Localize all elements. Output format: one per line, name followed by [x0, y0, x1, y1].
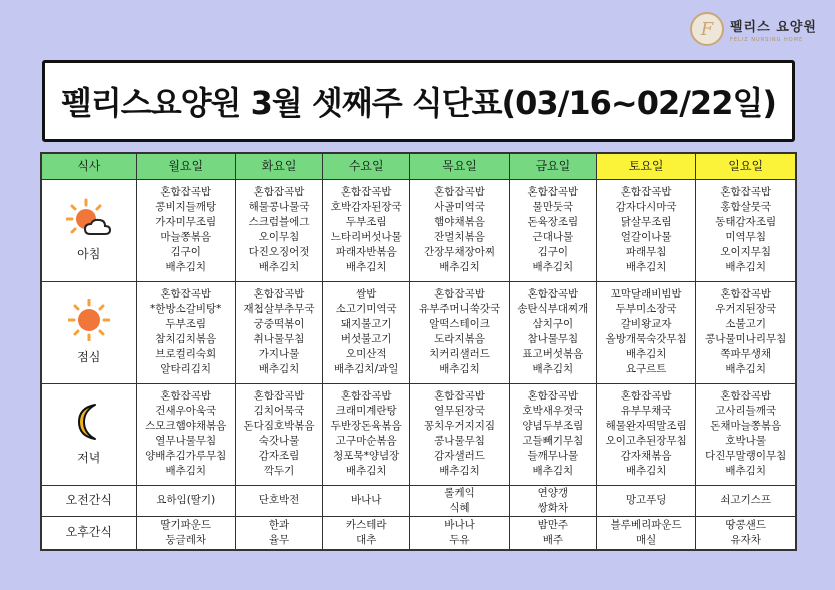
menu-item: 참나물무침: [527, 333, 579, 345]
menu-item: 김치어묵국: [253, 405, 305, 417]
menu-item: 다진오징어젓: [248, 246, 310, 258]
menu-item: 배추김치: [532, 363, 574, 375]
menu-item: 혼합잡곡밥: [720, 390, 772, 402]
menu-item: 오이고추된장무침: [605, 435, 687, 447]
menu-cell: [323, 485, 410, 516]
menu-item: 가지나물: [258, 348, 300, 360]
snack-label: 오후간식: [65, 524, 112, 539]
menu-item: 소불고기: [725, 318, 766, 330]
menu-item: 롤케익: [444, 486, 475, 499]
menu-item: 알타리김치: [160, 363, 212, 375]
menu-item: 유자차: [730, 533, 761, 546]
menu-item: 들깨무나물: [527, 450, 579, 462]
menu-item: 물만둣국: [532, 201, 574, 213]
menu-cell: [136, 485, 235, 516]
menu-item: 혼합잡곡밥: [253, 186, 305, 198]
menu-item: 표고버섯볶음: [522, 348, 584, 360]
menu-item: 콩비지들깨탕: [155, 201, 217, 213]
menu-cell: [696, 485, 796, 516]
menu-item: 스크럼블에그: [248, 216, 310, 228]
menu-cell: [235, 179, 322, 281]
menu-item: 삼치구이: [532, 318, 574, 330]
snack-label-cell: [41, 485, 136, 516]
menu-cell: [136, 281, 235, 383]
menu-item: 고구마순볶음: [335, 435, 397, 447]
menu-item: 매실: [636, 533, 657, 546]
header-day: 수요일: [323, 153, 410, 179]
menu-cell: [696, 516, 796, 550]
menu-item: 배추김치: [439, 363, 480, 375]
meal-label: 아침: [77, 247, 101, 261]
menu-cell: [509, 516, 596, 550]
menu-item: 햄야채볶음: [434, 216, 485, 228]
menu-cell: [509, 383, 596, 485]
menu-item: 딸기파운드: [160, 518, 212, 531]
menu-item: 두반장돈육볶음: [330, 420, 402, 432]
menu-item: 배추김치: [725, 261, 766, 273]
menu-item: 혼합잡곡밥: [434, 390, 485, 402]
menu-item: 가자미무조림: [155, 216, 217, 228]
menu-item: 배추김치: [345, 465, 387, 477]
menu-item: 감자조림: [258, 450, 300, 462]
menu-item: 재첩살부추무국: [243, 303, 315, 315]
menu-cell: [136, 383, 235, 485]
menu-item: 크래미계란탕: [335, 405, 397, 417]
menu-item: 양배추김가루무침: [145, 450, 227, 462]
menu-item: 혼합잡곡밥: [620, 390, 672, 402]
menu-item: 배추김치: [725, 363, 766, 375]
menu-item: 김구이: [170, 246, 201, 258]
menu-item: 쇠고기스프: [720, 494, 772, 506]
menu-item: 열무된장국: [434, 405, 485, 417]
menu-item: 배추김치: [439, 465, 480, 477]
logo-subtitle: FELIZ NURSING HOME: [730, 36, 804, 43]
menu-item: 파래자반볶음: [335, 246, 397, 258]
menu-cell: [410, 485, 509, 516]
menu-item: 혼합잡곡밥: [160, 186, 212, 198]
menu-item: 깍두기: [263, 465, 295, 477]
menu-item: 해물콩나물국: [248, 201, 310, 213]
menu-item: 소고기미역국: [335, 303, 397, 315]
menu-item: 파래무침: [625, 246, 667, 258]
menu-item: 스모크햄야채볶음: [145, 420, 227, 432]
menu-cell: [323, 516, 410, 550]
menu-item: 혼합잡곡밥: [160, 288, 212, 300]
menu-item: 혼합잡곡밥: [253, 288, 305, 300]
menu-cell: [235, 485, 322, 516]
menu-cell: [410, 516, 509, 550]
menu-item: 바나나: [350, 494, 382, 506]
snack-label: 오전간식: [65, 492, 112, 507]
menu-item: 궁중떡볶이: [253, 318, 305, 330]
header-day: 목요일: [410, 153, 509, 179]
menu-item: 호박새우젓국: [522, 405, 584, 417]
menu-item: 혼합잡곡밥: [620, 186, 672, 198]
menu-item: 오이무침: [258, 231, 300, 243]
meal-label: 저녁: [77, 451, 101, 465]
menu-cell: [410, 281, 509, 383]
menu-item: 돈채마늘쫑볶음: [710, 420, 782, 432]
menu-cell: [235, 516, 322, 550]
menu-item: 배추김치: [625, 348, 667, 360]
menu-cell: [136, 516, 235, 550]
menu-item: 망고푸딩: [625, 494, 667, 506]
menu-item: 배추김치: [345, 261, 387, 273]
menu-item: 혼합잡곡밥: [160, 390, 212, 402]
menu-item: 닭살무조림: [620, 216, 672, 228]
logo: [690, 9, 830, 49]
header-day: 금요일: [509, 153, 596, 179]
menu-item: 배추김치: [625, 465, 667, 477]
header-day: 화요일: [235, 153, 322, 179]
menu-item: 쌍화차: [537, 501, 569, 514]
menu-item: 요구르트: [625, 363, 667, 375]
menu-item: 혼합잡곡밥: [720, 288, 772, 300]
menu-item: 감자다시마국: [615, 201, 677, 213]
menu-item: 카스테라: [345, 518, 387, 531]
menu-cell: [509, 485, 596, 516]
menu-item: 얼갈이나물: [620, 231, 672, 243]
logo-name: 펠리스 요양원: [730, 19, 817, 35]
menu-item: 콩나물무침: [434, 435, 485, 447]
menu-item: 배추김치: [165, 261, 207, 273]
menu-item: 느타리버섯나물: [330, 231, 402, 243]
menu-item: 콩나물미나리무침: [705, 333, 787, 345]
menu-cell: [235, 383, 322, 485]
menu-item: 둥글레차: [165, 533, 207, 546]
menu-item: 해물완자떡말조림: [605, 420, 687, 432]
menu-cell: [509, 179, 596, 281]
header-day-saturday: 토요일: [596, 153, 695, 179]
menu-item: 김구이: [537, 246, 569, 258]
menu-cell: [323, 281, 410, 383]
meal-row: [41, 281, 796, 383]
menu-item: 한과: [268, 518, 290, 531]
menu-item: 양념두부조림: [522, 420, 584, 432]
menu-item: 숙갓나물: [258, 435, 300, 447]
menu-item: 배추김치: [532, 465, 574, 477]
menu-cell: [696, 383, 796, 485]
menu-cell: [323, 179, 410, 281]
menu-item: 돈육장조림: [527, 216, 579, 228]
menu-item: 청포묵*양념장: [333, 450, 400, 462]
menu-cell: [410, 179, 509, 281]
menu-item: 블루베리파운드: [610, 518, 682, 531]
menu-item: 버섯불고기: [340, 333, 392, 345]
menu-table: [40, 152, 797, 551]
menu-item: 쌀밥: [356, 288, 377, 300]
menu-cell: [323, 383, 410, 485]
menu-item: 꽁치우거지지짐: [424, 420, 496, 432]
menu-item: 두유: [449, 533, 470, 546]
menu-item: 식혜: [449, 501, 470, 514]
menu-item: 치커리샐러드: [429, 348, 490, 360]
menu-item: 혼합잡곡밥: [340, 186, 392, 198]
menu-item: 배추김치/과일: [334, 363, 399, 375]
menu-item: 두부조림: [345, 216, 387, 228]
menu-item: 배주: [542, 533, 563, 546]
menu-item: 배추김치: [725, 465, 766, 477]
menu-item: 오이지무침: [720, 246, 772, 258]
menu-item: *한방소갈비탕*: [150, 303, 222, 315]
menu-item: 감자채볶음: [620, 450, 672, 462]
menu-item: 배추김치: [625, 261, 667, 273]
menu-item: 간장무채장아찌: [424, 246, 496, 258]
menu-item: 혼합잡곡밥: [434, 186, 485, 198]
menu-item: 땅콩샌드: [725, 518, 766, 531]
menu-item: 도라지볶음: [434, 333, 485, 345]
header-row: [41, 153, 796, 179]
menu-item: 요하임(딸기): [156, 494, 216, 506]
moon-icon: [71, 402, 107, 447]
meal-label: 점심: [77, 350, 101, 364]
menu-item: 호박나물: [725, 435, 766, 447]
menu-item: 우거지된장국: [715, 303, 777, 315]
menu-item: 사골미역국: [434, 201, 485, 213]
menu-item: 단호박전: [258, 494, 300, 506]
menu-item: 송탄식부대찌개: [517, 303, 589, 315]
menu-item: 미역무침: [725, 231, 766, 243]
page-title: 펠리스요양원 3월 셋째주 식단표(03/16~02/22일): [60, 84, 777, 122]
menu-item: 동태감자조림: [715, 216, 777, 228]
menu-item: 배추김치: [532, 261, 574, 273]
sun-cloud-icon: [66, 198, 112, 243]
menu-item: 브로컬리숙회: [155, 348, 217, 360]
menu-item: 참치김치볶음: [155, 333, 217, 345]
menu-item: 혼합잡곡밥: [527, 186, 579, 198]
menu-item: 다진무말랭이무침: [705, 450, 787, 462]
menu-item: 돼지불고기: [340, 318, 392, 330]
menu-item: 돈다짐호박볶음: [243, 420, 315, 432]
menu-item: 열무나물무침: [155, 435, 217, 447]
menu-item: 근대나물: [532, 231, 574, 243]
menu-item: 혼합잡곡밥: [434, 288, 485, 300]
menu-item: 알떡스테이크: [429, 318, 490, 330]
menu-cell: [696, 281, 796, 383]
menu-cell: [596, 281, 695, 383]
menu-item: 율무: [268, 533, 290, 546]
menu-cell: [696, 179, 796, 281]
header-meal: 식사: [41, 153, 136, 179]
menu-item: 고들빼기무침: [522, 435, 584, 447]
menu-item: 혼합잡곡밥: [527, 288, 579, 300]
menu-cell: [596, 383, 695, 485]
meal-row: [41, 383, 796, 485]
menu-item: 바나나: [444, 518, 475, 531]
meal-label-cell: [41, 179, 136, 281]
snack-row: [41, 516, 796, 550]
menu-item: 혼합잡곡밥: [527, 390, 579, 402]
menu-item: 연양갱: [537, 486, 569, 499]
menu-item: 고사리들깨국: [715, 405, 777, 417]
title-box: [42, 60, 795, 142]
menu-item: 배추김치: [258, 261, 300, 273]
menu-item: 감자샐러드: [434, 450, 485, 462]
menu-item: 건새우아욱국: [155, 405, 217, 417]
menu-item: 잔멸치볶음: [434, 231, 485, 243]
sun-icon: [68, 299, 110, 346]
menu-item: 두부조림: [165, 318, 207, 330]
menu-cell: [596, 179, 695, 281]
menu-item: 밤만주: [537, 518, 569, 531]
menu-cell: [596, 516, 695, 550]
menu-item: 배추김치: [165, 465, 207, 477]
menu-item: 혼합잡곡밥: [720, 186, 772, 198]
snack-label-cell: [41, 516, 136, 550]
meal-row: [41, 179, 796, 281]
menu-item: 두부미소장국: [615, 303, 677, 315]
menu-item: 유부무채국: [620, 405, 672, 417]
menu-item: 취나물무침: [253, 333, 305, 345]
snack-row: [41, 485, 796, 516]
header-day-sunday: 일요일: [696, 153, 796, 179]
meal-label-cell: [41, 383, 136, 485]
menu-cell: [136, 179, 235, 281]
menu-item: 올방개묵숙갓무침: [605, 333, 687, 345]
menu-item: 마늘쫑볶음: [160, 231, 212, 243]
menu-item: 호박감자된장국: [330, 201, 402, 213]
menu-item: 배추김치: [258, 363, 300, 375]
header-day: 월요일: [136, 153, 235, 179]
menu-item: 꼬막달래비빔밥: [610, 288, 682, 300]
menu-cell: [235, 281, 322, 383]
menu-item: 대추: [356, 533, 377, 546]
menu-item: 쪽파무생채: [720, 348, 772, 360]
menu-item: 오미산적: [345, 348, 387, 360]
meal-label-cell: [41, 281, 136, 383]
menu-cell: [410, 383, 509, 485]
menu-item: 혼합잡곡밥: [340, 390, 392, 402]
menu-cell: [596, 485, 695, 516]
menu-item: 유부주머니쑥갓국: [418, 303, 501, 315]
menu-item: 혼합잡곡밥: [253, 390, 305, 402]
menu-item: 갈비왕교자: [620, 318, 672, 330]
menu-cell: [509, 281, 596, 383]
menu-item: 홍합살뭇국: [720, 201, 772, 213]
menu-item: 배추김치: [439, 261, 480, 273]
logo-mark-icon: F: [690, 12, 724, 46]
